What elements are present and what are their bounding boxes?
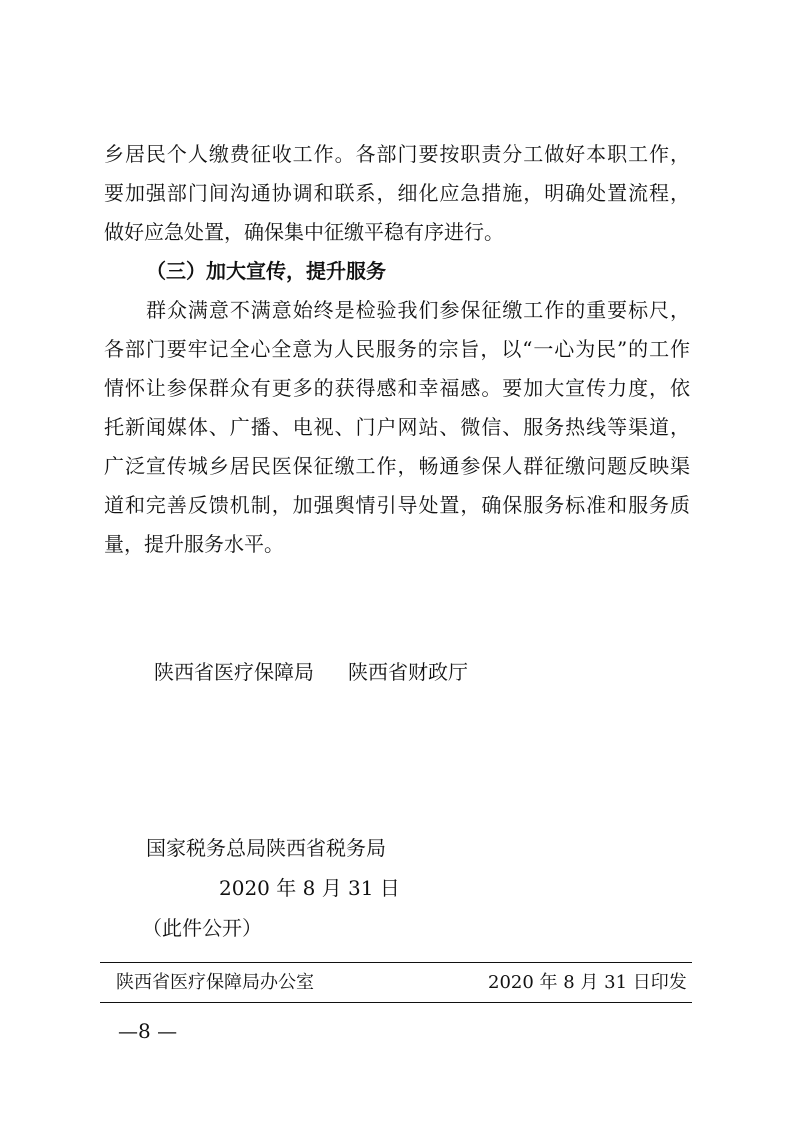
footer-bottom-rule xyxy=(100,1002,692,1003)
section-heading: （三）加大宣传，提升服务 xyxy=(146,259,386,283)
body-line: 情怀让参保群众有更多的获得感和幸福感。要加大宣传力度，依 xyxy=(104,376,690,400)
footer-issue-date: 2020 年 8 月 31 日印发 xyxy=(488,972,687,993)
signature-org-finance: 陕西省财政厅 xyxy=(348,660,468,684)
publication-note: （此件公开） xyxy=(142,916,262,940)
signature-org-medical: 陕西省医疗保障局 xyxy=(154,660,314,684)
body-line: 乡居民个人缴费征收工作。各部门要按职责分工做好本职工作， xyxy=(104,142,690,166)
body-line: 各部门要牢记全心全意为人民服务的宗旨，以“一心为民”的工作 xyxy=(104,337,690,361)
page-number: —8 — xyxy=(118,1019,178,1043)
footer-issuer: 陕西省医疗保障局办公室 xyxy=(116,972,314,993)
body-line: 群众满意不满意始终是检验我们参保征缴工作的重要标尺， xyxy=(146,298,690,322)
signature-date: 2020 年 8 月 31 日 xyxy=(219,876,400,900)
body-line: 托新闻媒体、广播、电视、门户网站、微信、服务热线等渠道， xyxy=(104,415,690,439)
body-line: 道和完善反馈机制，加强舆情引导处置，确保服务标准和服务质 xyxy=(104,493,690,517)
body-line: 量，提升服务水平。 xyxy=(104,532,284,556)
body-line: 要加强部门间沟通协调和联系，细化应急措施，明确处置流程， xyxy=(104,181,690,205)
body-line: 做好应急处置，确保集中征缴平稳有序进行。 xyxy=(104,220,504,244)
signature-org-tax: 国家税务总局陕西省税务局 xyxy=(146,836,386,860)
footer-top-rule xyxy=(100,962,692,963)
body-line: 广泛宣传城乡居民医保征缴工作，畅通参保人群征缴问题反映渠 xyxy=(104,454,690,478)
